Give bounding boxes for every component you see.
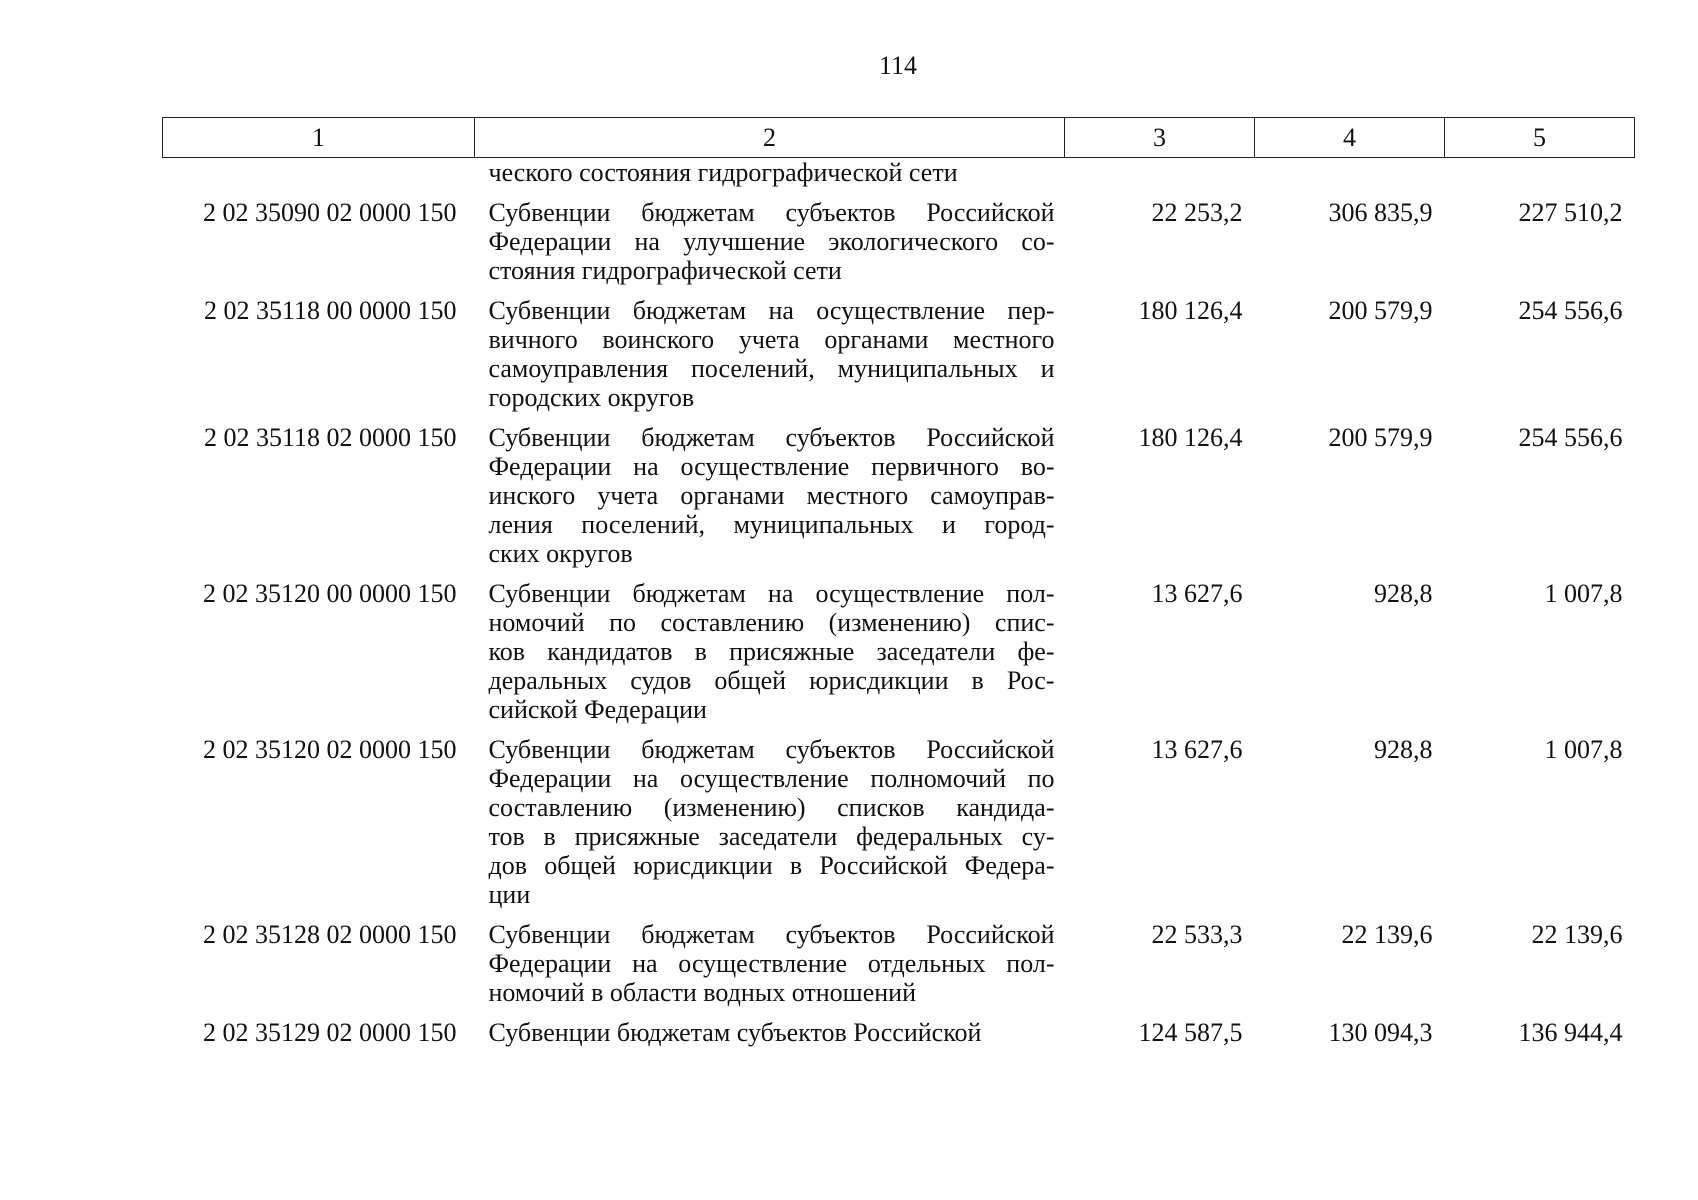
- description-line: инского учета органами местного самоуправ-: [488, 481, 1055, 510]
- description-cell: [475, 568, 1065, 724]
- budget-code-cell: 2 02 35129 02 0000 150: [203, 1018, 457, 1047]
- amount-cell-col5: 22 139,6: [1531, 920, 1623, 949]
- amount-cell-col4: 928,8: [1374, 579, 1433, 608]
- description-line: Субвенции бюджетам субъектов Российской: [488, 920, 1055, 949]
- amount-cell-col3: 180 126,4: [1138, 423, 1243, 452]
- continuation-empty-cell: [1445, 158, 1635, 188]
- description-cell: [475, 412, 1065, 568]
- description-cell: [475, 285, 1065, 412]
- description-line: стояния гидрографической сети: [488, 256, 842, 285]
- description-line: Субвенции бюджетам субъектов Российской: [488, 735, 1055, 764]
- description-line: ков кандидатов в присяжные заседатели фе-: [488, 637, 1055, 666]
- amount-cell-col4: 22 139,6: [1341, 920, 1433, 949]
- continuation-desc-cell: [475, 158, 1065, 188]
- description-line: номочий по составлению (изменению) спис-: [488, 608, 1055, 637]
- amount-cell-col3: 22 253,2: [1151, 198, 1243, 227]
- description-line: Субвенции бюджетам субъектов Российской: [488, 1018, 982, 1047]
- column-header-2: 2: [475, 118, 1065, 158]
- continuation-empty-cell: [1255, 158, 1445, 188]
- table-row: [163, 285, 1635, 412]
- continuation-empty-cell: [1065, 158, 1255, 188]
- description-line: Федерации на улучшение экологического со-: [488, 227, 1055, 256]
- amount-cell-col5: 1 007,8: [1544, 579, 1623, 608]
- description-line: деральных судов общей юрисдикции в Рос-: [488, 666, 1055, 695]
- budget-code-cell: 2 02 35118 02 0000 150: [203, 423, 457, 452]
- description-line: городских округов: [488, 383, 695, 412]
- amount-cell-col5: 227 510,2: [1518, 198, 1623, 227]
- description-cell: [475, 909, 1065, 1007]
- budget-code-cell: 2 02 35128 02 0000 150: [203, 920, 457, 949]
- table-row: [163, 187, 1635, 285]
- table-row: [163, 724, 1635, 909]
- description-line: Федерации на осуществление первичного во-: [488, 452, 1055, 481]
- description-line: Субвенции бюджетам субъектов Российской: [488, 423, 1055, 452]
- amount-cell-col3: 124 587,5: [1138, 1018, 1243, 1047]
- budget-table: [162, 117, 1635, 1047]
- amount-cell-col4: 200 579,9: [1328, 296, 1433, 325]
- amount-cell-col3: 13 627,6: [1151, 735, 1243, 764]
- description-line: ции: [488, 880, 531, 909]
- table-row: [163, 568, 1635, 724]
- description-line: Субвенции бюджетам субъектов Российской: [488, 198, 1055, 227]
- table-row: [163, 412, 1635, 568]
- description-line: тов в присяжные заседатели федеральных су-: [488, 822, 1055, 851]
- budget-code-cell: 2 02 35120 02 0000 150: [203, 735, 457, 764]
- amount-cell-col5: 136 944,4: [1518, 1018, 1623, 1047]
- description-line: Федерации на осуществление отдельных пол-: [488, 949, 1055, 978]
- table-header: [163, 118, 1635, 158]
- description-cell: [475, 1007, 1065, 1047]
- continuation-code-cell: [163, 158, 475, 188]
- column-header-3: 3: [1065, 118, 1255, 158]
- amount-cell-col4: 200 579,9: [1328, 423, 1433, 452]
- amount-cell-col3: 22 533,3: [1151, 920, 1243, 949]
- description-line: дов общей юрисдикции в Российской Федера-: [488, 851, 1055, 880]
- description-cell: [475, 724, 1065, 909]
- budget-table-container: [162, 117, 1634, 1047]
- amount-cell-col4: 928,8: [1374, 735, 1433, 764]
- column-header-1: 1: [163, 118, 475, 158]
- continuation-text: ческого состояния гидрографической сети: [488, 158, 958, 187]
- budget-code-cell: 2 02 35120 00 0000 150: [203, 579, 457, 608]
- page-number: 114: [878, 51, 918, 80]
- description-cell: [475, 187, 1065, 285]
- amount-cell-col4: 130 094,3: [1328, 1018, 1433, 1047]
- amount-cell-col3: 180 126,4: [1138, 296, 1243, 325]
- description-line: вичного воинского учета органами местного: [488, 325, 1055, 354]
- amount-cell-col5: 1 007,8: [1544, 735, 1623, 764]
- description-line: Субвенции бюджетам на осуществление пер-: [488, 296, 1055, 325]
- description-line: составлению (изменению) списков кандида-: [488, 793, 1055, 822]
- table-body: [163, 158, 1635, 1048]
- description-line: Субвенции бюджетам на осуществление пол-: [488, 579, 1055, 608]
- table-row: [163, 909, 1635, 1007]
- budget-code-cell: 2 02 35090 02 0000 150: [203, 198, 457, 227]
- description-line: ления поселений, муниципальных и город-: [488, 510, 1055, 539]
- table-header-row: [163, 118, 1635, 158]
- amount-cell-col4: 306 835,9: [1328, 198, 1433, 227]
- budget-code-cell: 2 02 35118 00 0000 150: [203, 296, 457, 325]
- continuation-row: [163, 158, 1635, 188]
- description-line: ских округов: [488, 539, 633, 568]
- column-header-4: 4: [1255, 118, 1445, 158]
- column-header-5: 5: [1445, 118, 1635, 158]
- description-line: сийской Федерации: [488, 695, 707, 724]
- description-line: самоуправления поселений, муниципальных и: [488, 354, 1055, 383]
- amount-cell-col5: 254 556,6: [1518, 296, 1623, 325]
- description-line: Федерации на осуществление полномочий по: [488, 764, 1055, 793]
- amount-cell-col5: 254 556,6: [1518, 423, 1623, 452]
- table-row: [163, 1007, 1635, 1047]
- description-line: номочий в области водных отношений: [488, 978, 916, 1007]
- amount-cell-col3: 13 627,6: [1151, 579, 1243, 608]
